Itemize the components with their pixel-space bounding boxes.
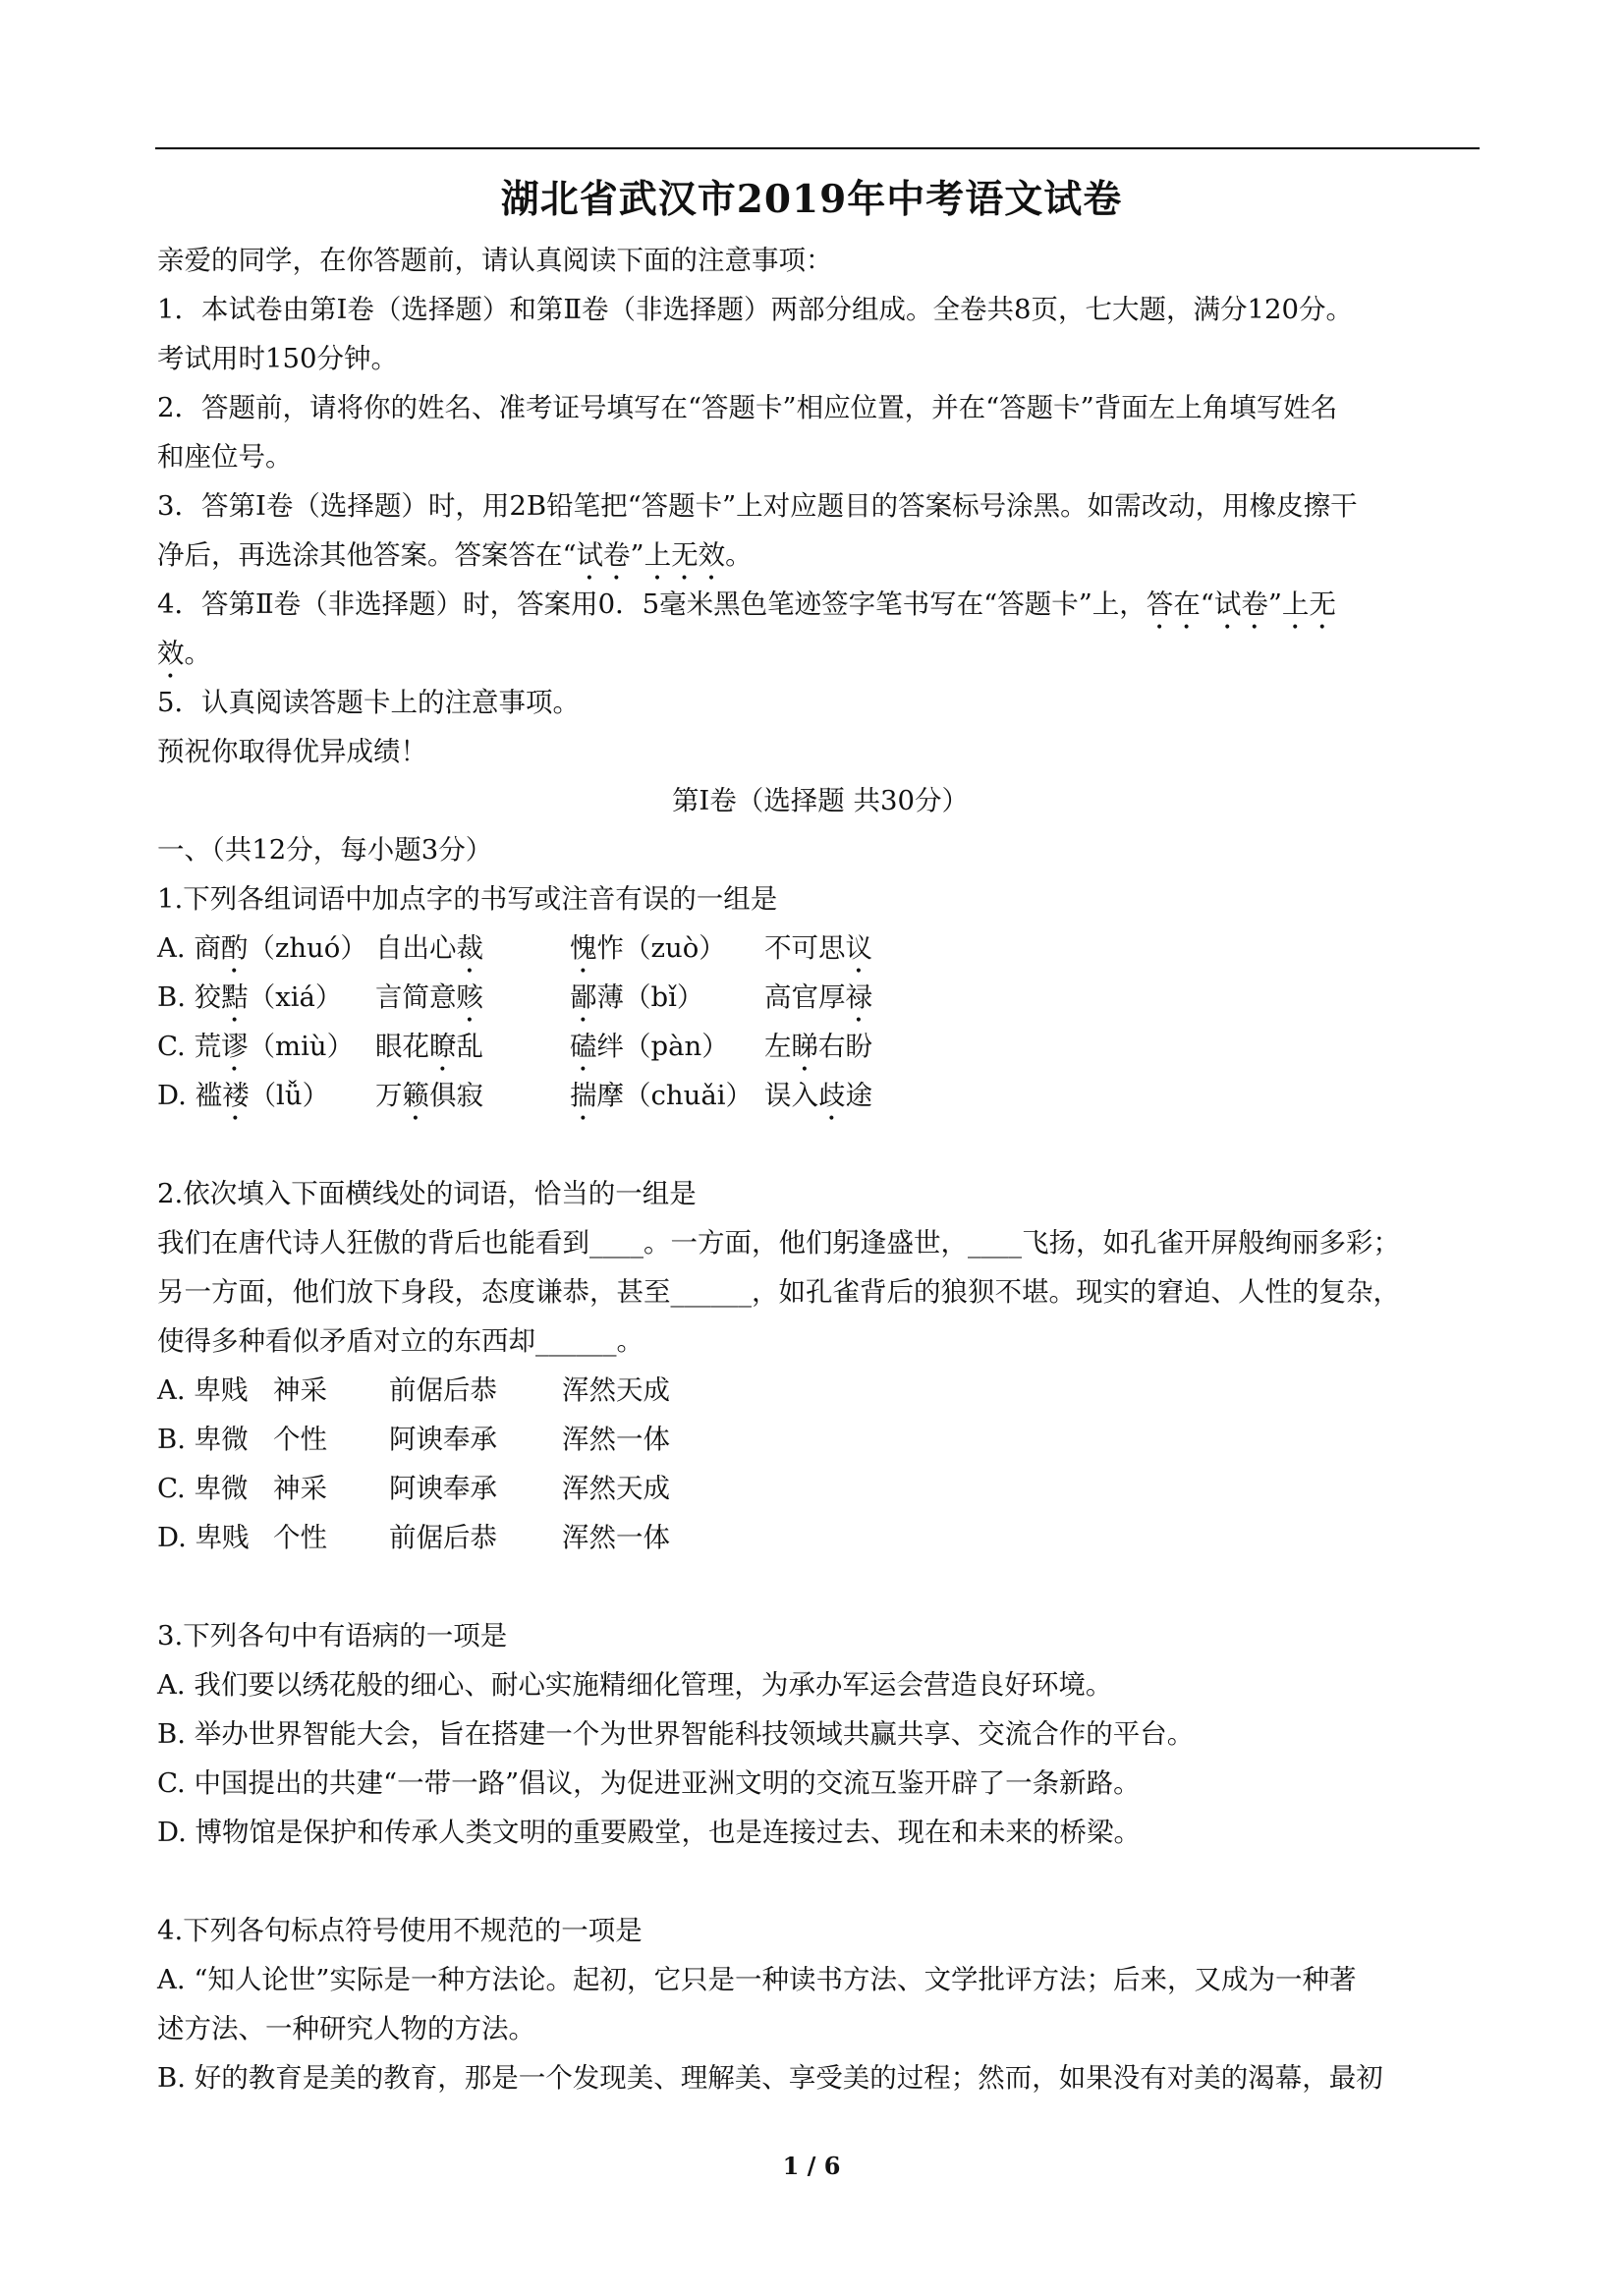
notice-2b: 和座位号。 [157, 441, 293, 473]
question-4-stem: 4.下列各句标点符号使用不规范的一项是 [157, 1915, 643, 1946]
question-3-option-a: A. 我们要以绣花般的细心、耐心实施精细化管理，为承办军运会营造良好环境。 [157, 1669, 1113, 1701]
intro-line: 亲爱的同学，在你答题前，请认真阅读下面的注意事项： [157, 245, 833, 276]
question-4-option-b-line-1: B. 好的教育是美的教育，那是一个发现美、理解美、享受美的过程；然而，如果没有对美的渴幕，最初 [157, 2062, 1383, 2094]
question-1-option-b: B. 狡黠（xiá） 言简意赅 鄙薄（bǐ） 高官厚禄 [157, 981, 872, 1013]
question-4-option-a-line-1: A. “知人论世”实际是一种方法论。起初，它只是一种读书方法、文学批评方法；后来，又成为一种著 [157, 1964, 1357, 1995]
notice-1b: 考试用时150分钟。 [157, 343, 398, 374]
question-3-stem: 3.下列各句中有语病的一项是 [157, 1620, 508, 1652]
question-2-option-b: B. 卑微 个性 阿谀奉承 浑然一体 [157, 1424, 670, 1455]
question-1-option-c: C. 荒谬（miù） 眼花瞭乱 磕绊（pàn） 左睇右盼 [157, 1031, 872, 1062]
question-2-option-c: C. 卑微 神采 阿谀奉承 浑然天成 [157, 1473, 670, 1504]
question-2-option-d: D. 卑贱 个性 前倨后恭 浑然一体 [157, 1522, 670, 1553]
emphasized-text: 效 [157, 638, 185, 669]
question-1-stem: 1.下列各组词语中加点字的书写或注音有误的一组是 [157, 883, 778, 915]
question-4-option-a-line-2: 述方法、一种研究人物的方法。 [157, 2013, 535, 2044]
question-1-option-d: D. 褴褛（lǚ） 万籁俱寂 揣摩（chuǎi） 误入歧途 [157, 1080, 872, 1111]
notice-2a: 2．答题前，请将你的姓名、准考证号填写在“答题卡”相应位置，并在“答题卡”背面左上角填写姓名 [157, 392, 1338, 423]
question-3-option-c: C. 中国提出的共建“一带一路”倡议，为促进亚洲文明的交流互鉴开辟了一条新路。 [157, 1767, 1141, 1799]
spacer [157, 1120, 1483, 1169]
part-heading: 第Ⅰ卷（选择题 共30分） [671, 785, 970, 816]
question-3-option-d: D. 博物馆是保护和传承人类文明的重要殿堂，也是连接过去、现在和未来的桥梁。 [157, 1817, 1142, 1848]
notice-4a: 4．答第Ⅱ卷（非选择题）时，答案用0．5毫米黑色笔迹签字笔书写在“答题卡”上，答在“试卷”上无 [157, 588, 1336, 620]
emphasized-text: “试卷”上无效 [562, 539, 726, 571]
notice-1a: 1．本试卷由第Ⅰ卷（选择题）和第Ⅱ卷（非选择题）两部分组成。全卷共8页，七大题，满分120分。 [157, 294, 1354, 325]
notice-5: 5．认真阅读答题卡上的注意事项。 [157, 687, 580, 718]
question-2-stem: 2.依次填入下面横线处的词语，恰当的一组是 [157, 1178, 697, 1209]
notice-3a: 3．答第Ⅰ卷（选择题）时，用2B铅笔把“答题卡”上对应题目的答案标号涂黑。如需改动，用橡皮擦干 [157, 490, 1358, 522]
notice-3b: 净后，再选涂其他答案。答案答在“试卷”上无效。 [157, 539, 753, 571]
question-3-option-b: B. 举办世界智能大会，旨在搭建一个为世界智能科技领域共赢共享、交流合作的平台。 [157, 1718, 1195, 1750]
emphasized-text: 答在“试卷”上无 [1146, 588, 1336, 620]
wish-line: 预祝你取得优异成绩！ [157, 736, 427, 767]
question-1-option-a: A. 商酌（zhuó） 自出心裁 愧怍（zuò） 不可思议 [157, 932, 872, 964]
notice-4b: 效。 [157, 638, 211, 669]
question-2-passage-1: 我们在唐代诗人狂傲的背后也能看到____。一方面，他们躬逢盛世，____飞扬，如孔雀开屏般绚丽多彩； [157, 1227, 1400, 1259]
page-number: 1 / 6 [782, 2152, 841, 2180]
page-title: 湖北省武汉市2019年中考语文试卷 [500, 177, 1123, 222]
question-2-option-a: A. 卑贱 神采 前倨后恭 浑然天成 [157, 1374, 670, 1406]
question-2-passage-2: 另一方面，他们放下身段，态度谦恭，甚至______，如孔雀背后的狼狈不堪。现实的窘迫、人性的复杂， [157, 1276, 1400, 1308]
question-2-passage-3: 使得多种看似矛盾对立的东西却______。 [157, 1325, 644, 1357]
header-rule [155, 147, 1480, 149]
spacer [157, 1562, 1483, 1611]
section-heading: 一、（共12分，每小题3分） [157, 834, 493, 866]
spacer [157, 1857, 1483, 1906]
exam-content [157, 236, 1483, 2102]
